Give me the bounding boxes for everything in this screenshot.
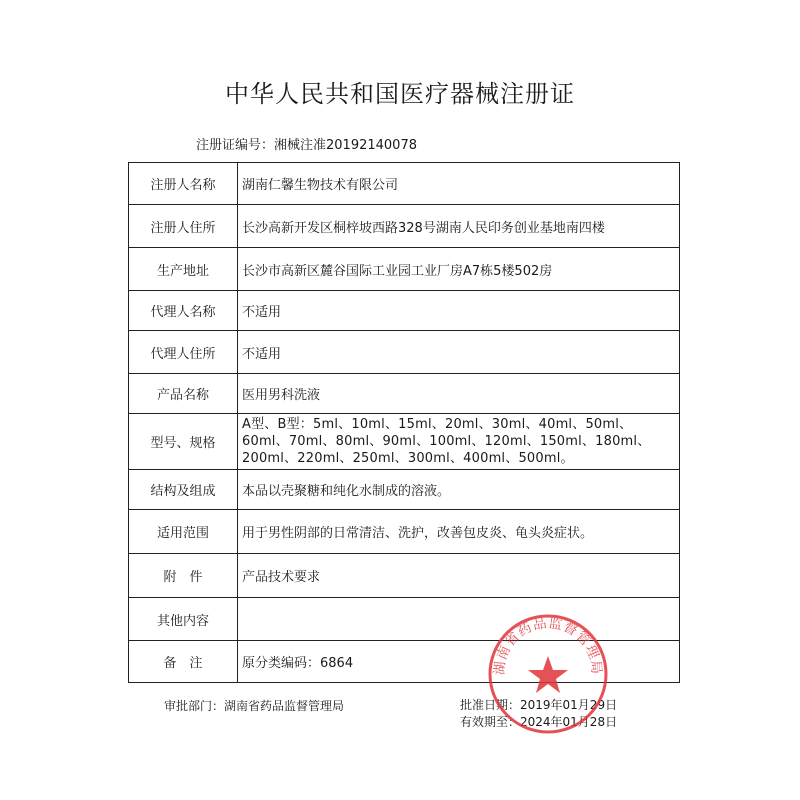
approval-date: 批准日期：2019年01月29日 (460, 698, 618, 712)
row-label-model-spec: 型号、规格 (129, 414, 238, 470)
row-value-production-address: 长沙市高新区麓谷国际工业园工业厂房A7栋5楼502房 (238, 248, 680, 291)
row-label-product-name: 产品名称 (129, 374, 238, 414)
row-label-agent-name: 代理人名称 (129, 291, 238, 331)
row-value-model-spec: A型、B型：5ml、10ml、15ml、20ml、30ml、40ml、50ml、60ml、70ml、80ml、90ml、100ml、120ml、150ml、180ml、200ml、220ml、250ml、300ml、400ml、500ml。 (238, 414, 680, 470)
row-label-scope: 适用范围 (129, 510, 238, 554)
certificate-table (128, 162, 680, 683)
row-label-agent-address: 代理人住所 (129, 331, 238, 374)
row-value-composition: 本品以壳聚糖和纯化水制成的溶液。 (238, 470, 680, 510)
row-value-agent-address: 不适用 (238, 331, 680, 374)
seal-star (528, 656, 568, 693)
table-row (129, 331, 680, 374)
table-row (129, 205, 680, 248)
table-row (129, 554, 680, 598)
table-row (129, 470, 680, 510)
table-row (129, 414, 680, 470)
registration-number: 注册证编号：湘械注准20192140078 (196, 138, 417, 153)
row-value-product-name: 医用男科洗液 (238, 374, 680, 414)
table-row (129, 163, 680, 205)
row-value-other (238, 598, 680, 641)
document-title: 中华人民共和国医疗器械注册证 (225, 80, 575, 108)
table-row (129, 510, 680, 554)
row-label-production-address: 生产地址 (129, 248, 238, 291)
row-value-registrant-name: 湖南仁馨生物技术有限公司 (238, 163, 680, 205)
row-label-registrant-address: 注册人住所 (129, 205, 238, 248)
row-value-remarks: 原分类编码：6864 (238, 641, 680, 683)
approver: 审批部门：湖南省药品监督管理局 (164, 699, 345, 713)
row-label-other: 其他内容 (129, 598, 238, 641)
seal-text: 湖南省药品监督管理局 (491, 615, 605, 676)
row-label-registrant-name: 注册人名称 (129, 163, 238, 205)
table-row (129, 374, 680, 414)
official-seal-icon (486, 612, 610, 736)
table-row (129, 291, 680, 331)
row-value-attachment: 产品技术要求 (238, 554, 680, 598)
row-label-attachment: 附 件 (129, 554, 238, 598)
row-label-composition: 结构及组成 (129, 470, 238, 510)
table-row (129, 248, 680, 291)
row-label-remarks: 备 注 (129, 641, 238, 683)
row-value-registrant-address: 长沙高新开发区桐梓坡西路328号湖南人民印务创业基地南四楼 (238, 205, 680, 248)
row-value-agent-name: 不适用 (238, 291, 680, 331)
expiry-date: 有效期至：2024年01月28日 (460, 715, 618, 729)
row-value-scope: 用于男性阴部的日常清洁、洗护，改善包皮炎、龟头炎症状。 (238, 510, 680, 554)
